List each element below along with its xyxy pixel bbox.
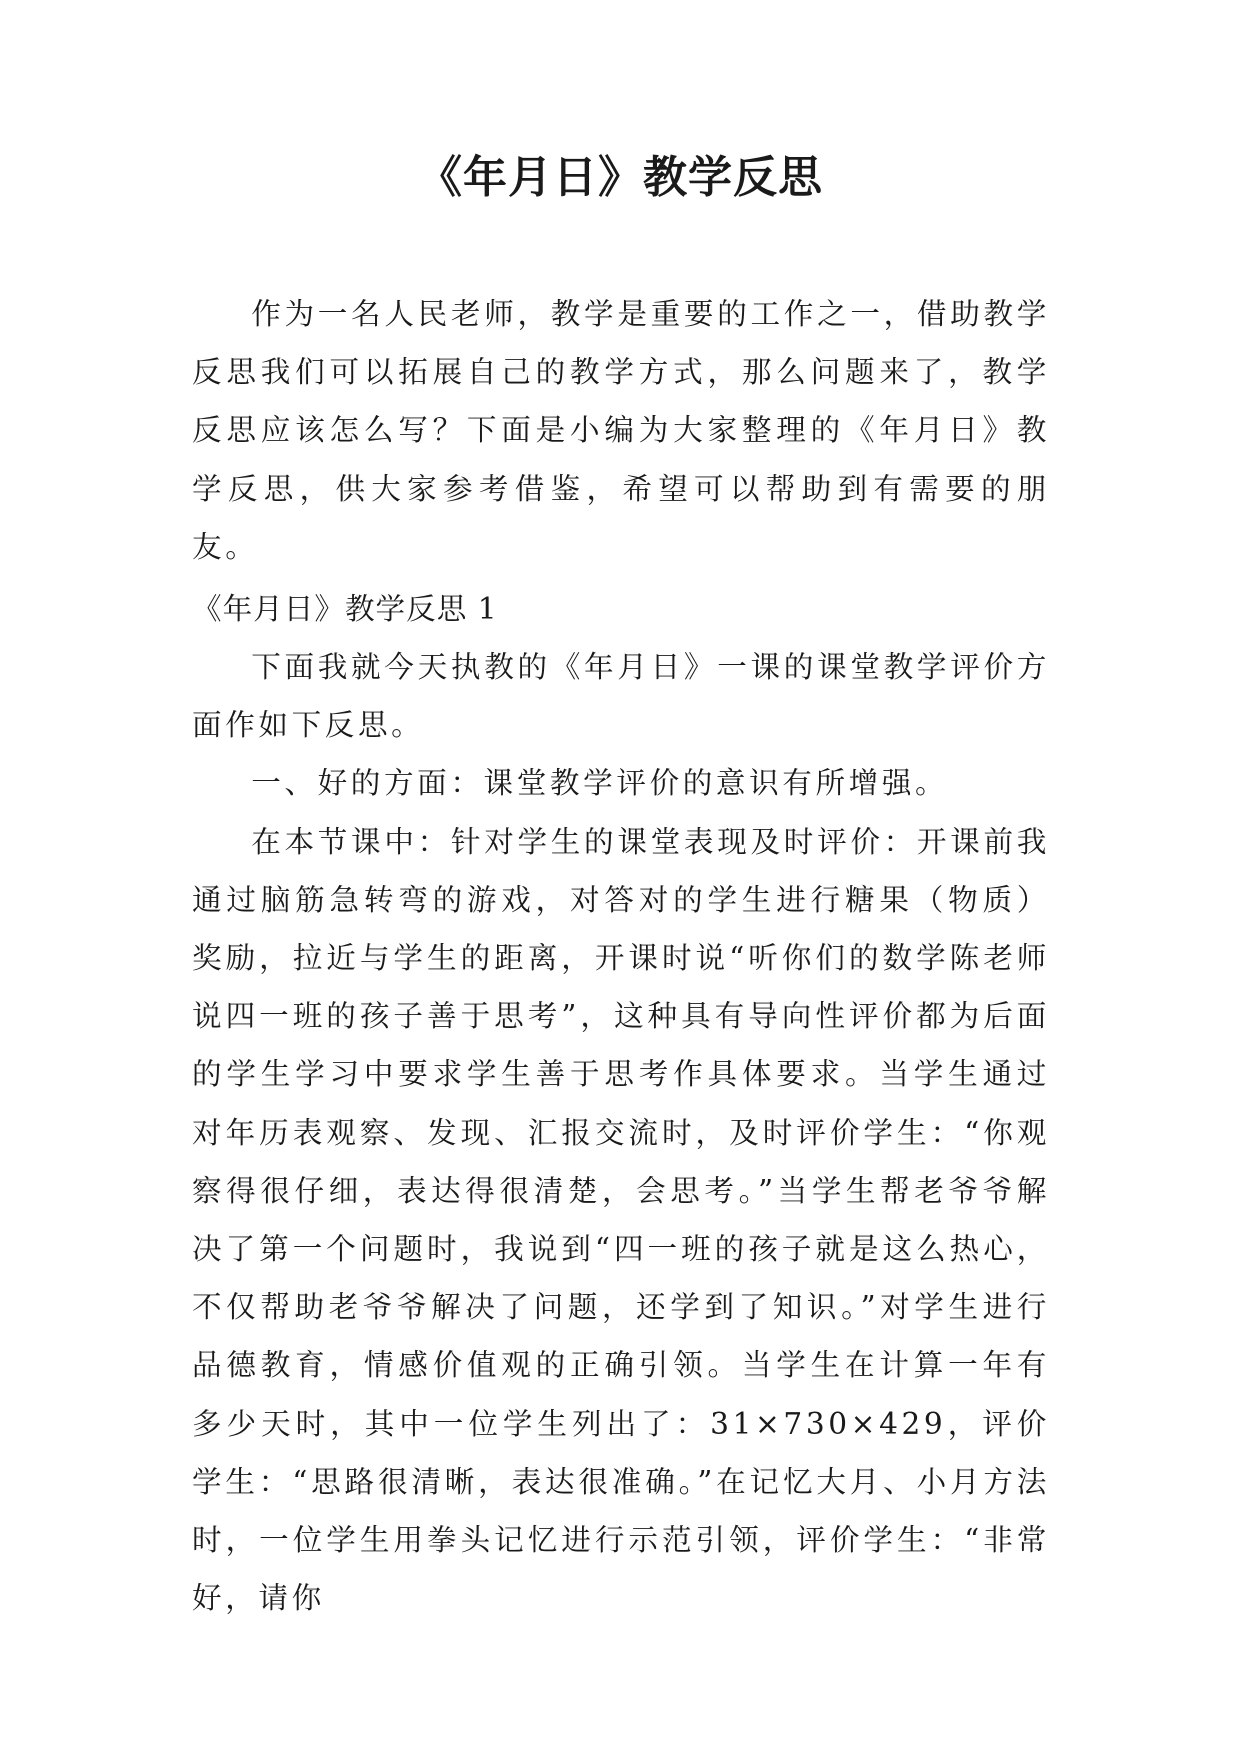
intro-paragraph: 作为一名人民老师，教学是重要的工作之一，借助教学反思我们可以拓展自己的教学方式，那么问题来了，教学反思应该怎么写？下面是小编为大家整理的《年月日》教学反思，供大家参考借鉴，希望可以帮助到有需要的朋友。 bbox=[192, 297, 1050, 564]
section-paragraph: 下面我就今天执教的《年月日》一课的课堂教学评价方面作如下反思。 bbox=[192, 650, 1050, 743]
section-body bbox=[192, 638, 1050, 1627]
section-heading: 《年月日》教学反思 1 bbox=[192, 592, 498, 626]
section-paragraph: 在本节课中：针对学生的课堂表现及时评价：开课前我通过脑筋急转弯的游戏，对答对的学生进行糖果（物质）奖励，拉近与学生的距离，开课时说“听你们的数学陈老师说四一班的孩子善于思考”，这种具有导向性评价都为后面的学生学习中要求学生善于思考作具体要求。当学生通过对年历表观察、发现、汇报交流时，及时评价学生：“你观察得很仔细，表达得很清楚，会思考。”当学生帮老爷爷解决了第一个问题时，我说到“四一班的孩子就是这么热心，不仅帮助老爷爷解决了问题，还学到了知识。”对学生进行品德教育，情感价值观的正确引领。当学生在计算一年有多少天时，其中一位学生列出了：31×730×429，评价学生：“思路很清晰，表达很准确。”在记忆大月、小月方法时，一位学生用拳头记忆进行示范引领，评价学生：“非常好，请你 bbox=[192, 824, 1050, 1616]
document-title: 《年月日》教学反思 bbox=[418, 152, 823, 203]
section-paragraph: 一、好的方面：课堂教学评价的意识有所增强。 bbox=[251, 766, 949, 801]
